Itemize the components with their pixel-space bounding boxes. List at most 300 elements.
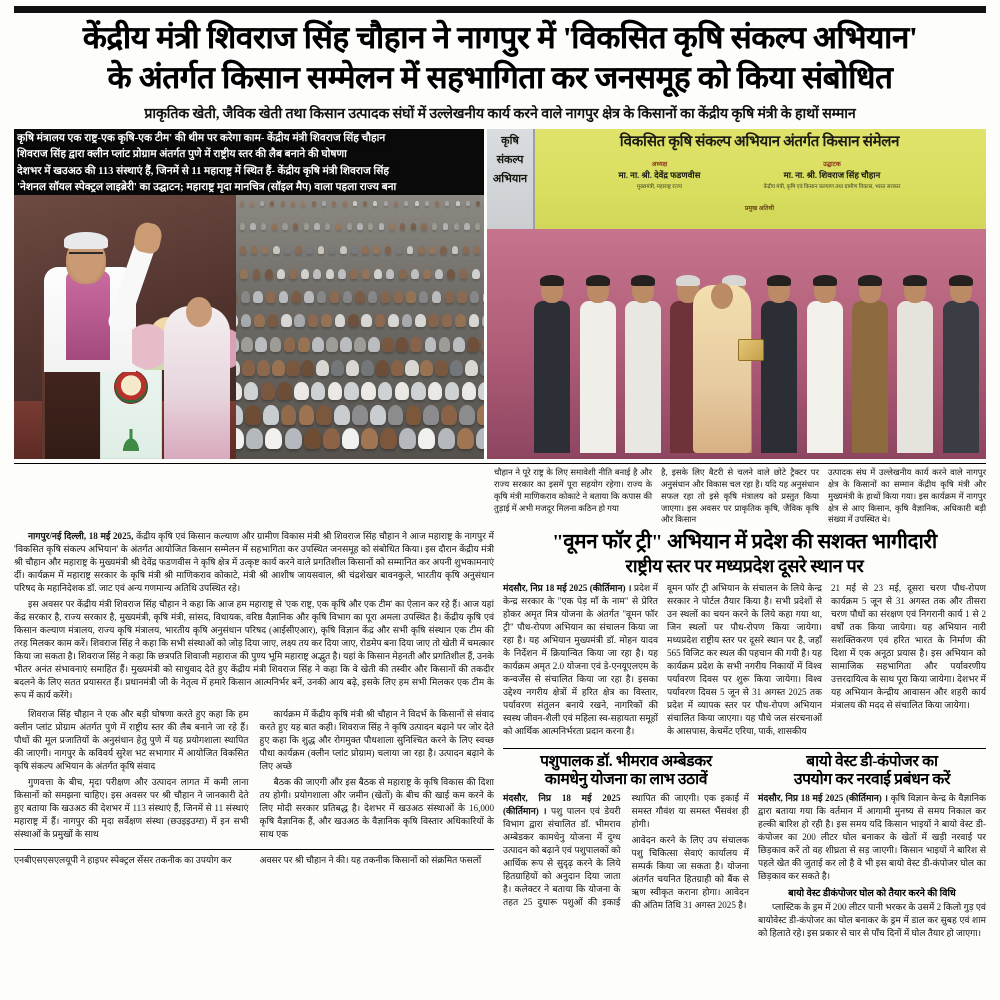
crowd-person: [250, 223, 255, 230]
bio-waste-section: [758, 753, 986, 1000]
crowd-person: [420, 360, 433, 376]
banner-chair-name: मा. ना. श्री. देवेंद्र फडणवीस: [618, 170, 701, 181]
crowd-person: [441, 405, 457, 425]
left-column-divider: [14, 849, 494, 850]
crowd-person: [236, 291, 237, 303]
vip-hair: [676, 275, 700, 286]
crowd-person: [301, 360, 314, 376]
crowd-person: [240, 201, 244, 206]
banner-inaugurator-role: उद्घाटक: [823, 161, 841, 169]
crowd-person: [250, 201, 254, 206]
crowd-person: [423, 269, 431, 279]
crowd-person: [353, 201, 357, 206]
main-headline: [14, 18, 986, 97]
crowd-person: [396, 246, 403, 254]
sub-headline: प्राकृतिक खेती, जैविक खेती तथा किसान उत्पादक संघों में उल्लेखनीय कार्य करने वाले नागपुर क्षेत्र के किसानों का केंद्रीय कृषि मंत्री के हाथों सम्मान: [144, 106, 856, 123]
crowd-person: [381, 291, 390, 303]
caption-columns: [494, 467, 986, 526]
crowd-person: [391, 360, 404, 376]
crowd-person: [368, 291, 377, 303]
vip-person: [894, 277, 936, 453]
crowd-person: [379, 223, 384, 230]
crowd-person: [406, 405, 422, 425]
crowd-person: [375, 314, 386, 327]
vip-torso: [625, 301, 661, 453]
crowd-person: [467, 337, 479, 352]
photo-bullet-list: [17, 131, 481, 195]
stage-banner: [533, 129, 986, 241]
crowd-person: [402, 314, 413, 327]
crowd-person: [344, 382, 358, 400]
crowd-person: [386, 269, 394, 279]
crowd-person: [411, 223, 416, 230]
vip-person: [849, 277, 891, 453]
crowd-person: [293, 223, 298, 230]
crowd-person: [435, 269, 443, 279]
crowd-person: [394, 291, 403, 303]
bio-waste-dateline: मंदसौर, निप्र 18 मई 2025 (कीर्तिमान) ।: [758, 793, 888, 804]
crowd-person: [347, 223, 352, 230]
crowd-person: [273, 246, 280, 254]
crowd-person: [298, 337, 310, 352]
crowd-person: [241, 314, 252, 327]
crowd-person: [395, 382, 409, 400]
right-lower-grid: [503, 753, 986, 1000]
kamdhenu-section: [503, 753, 749, 1000]
crowd-person: [475, 223, 480, 230]
crowd-row: [236, 337, 484, 352]
crowd-person: [425, 337, 437, 352]
crowd-person: [301, 269, 309, 279]
main-story-col2: गुणवत्ता के बीच, मृदा परीक्षण और उत्पादन लागत में कमी लाना किसानों को समझना चाहिए। इस अवसर पर श्री चौहान ने जानकारी देते हुए बताया कि खउअठ की देशभर में 113 संस्थाएं हैं, जिनमें से 11 संस्थाएं महाराष्ट्र में हैं। नागपुर की मृदा सर्वेक्षण संस्था (छउइइउग्ऱा) में इन सभी संस्थाओं के प्रमुखों के साथ: [14, 777, 249, 840]
crowd-person: [312, 201, 316, 206]
crowd-person: [261, 382, 275, 400]
crowd-person: [373, 201, 377, 206]
crowd-person: [322, 201, 326, 206]
crowd-person: [321, 314, 332, 327]
crowd-person: [265, 428, 282, 449]
women-for-tree-col3: 21 मई से 23 मई, दूसरा चरण पौध-रोपण कार्यक्रम 5 जून से 31 अगस्त तक और तीसरा चरण पौधों का संरक्षण एवं निगरानी कार्य 1 से 2 वर्षों तक किया जायेगा। यह अभियान नारी सशक्तिकरण एवं हरित भारत के निर्माण की दिशा में एक अनूठा प्रयास है। इस अभियान को सामाजिक सहभागिता और पर्यावरणीय उत्तरदायित्व के साथ पूरा किया जायेगा। देशभर में यह अभियान केन्द्रीय आवासन और शहरी कार्य मंत्रालय की मदद से संचालित किया जायेगा।: [831, 582, 986, 710]
crowd-person: [462, 382, 476, 400]
crowd-person: [445, 201, 449, 206]
crowd-person: [236, 360, 240, 376]
crowd-person: [378, 382, 392, 400]
women-for-tree-dateline: मंदसौर, निप्र 18 मई 2025 (कीर्तिमान) ।: [503, 582, 632, 593]
banner-guests-label: प्रमुख अतिथी: [744, 205, 775, 213]
seated-guest: [164, 306, 230, 459]
vip-hair: [540, 275, 564, 286]
photo-minister-at-podium: [14, 195, 236, 459]
crowd-person: [470, 291, 479, 303]
vip-person: [531, 277, 573, 453]
women-for-tree-col1: [503, 582, 658, 738]
crowd-person: [469, 314, 480, 327]
crowd-person: [240, 223, 245, 230]
crowd-person: [236, 428, 244, 449]
vip-torso: [761, 301, 797, 453]
crowd-person: [272, 223, 277, 230]
crowd-person: [236, 382, 242, 400]
crowd-person: [325, 223, 330, 230]
crowd-person: [352, 405, 368, 425]
photo-left-images: [14, 195, 484, 459]
crowd-person: [245, 405, 261, 425]
crowd-person: [443, 223, 448, 230]
main-story-col7: अवसर पर श्री चौहान ने की। यह तकनीक किसानों को संक्रमित फसलों: [259, 855, 482, 866]
vip-hair: [903, 275, 927, 286]
vip-torso: [580, 301, 616, 453]
crowd-person: [476, 428, 484, 449]
side-signboard-line-1: संकल्प: [496, 154, 524, 167]
crowd-row: [236, 246, 484, 254]
crowd-person: [399, 428, 416, 449]
photo-caption-strip: [14, 463, 986, 526]
vip-hair: [631, 275, 655, 286]
top-rule-divider: [14, 6, 986, 13]
crowd-person: [445, 382, 459, 400]
crowd-person: [361, 382, 375, 400]
speaker-vest: [66, 271, 110, 361]
banner-chair: [619, 159, 701, 190]
crowd-person: [329, 246, 336, 254]
crowd-person: [361, 428, 378, 449]
bio-waste-col1-text: कृषि विज्ञान केन्द्र के वैज्ञानिक द्वारा बताया गया कि वर्तमान में आगामी मुनष्य से समय निकाल कर हल्की बारिश हो रही है। इस समय यदि किसान भाइयों ने बायो वेस्ट डी-कंपोजर का 200 लीटर घोल बनाकर के खेतों में खड़ी नरवाई पर छिड़काव करें तो वह शीघ्रता से सड़ जाएगी। किसान भाइयों ने बारिश से पहले खेत की जुताई कर लो है वे भी इस बायो वेस्ट डी-कंपोजर घोल का छिड़काव कर सकते है।: [758, 793, 986, 882]
crowd-person: [294, 382, 308, 400]
crowd-person: [316, 405, 332, 425]
crowd-person: [355, 291, 364, 303]
crowd-person: [253, 291, 262, 303]
photo-award-ceremony: [487, 129, 986, 459]
photo-band: [14, 129, 986, 459]
crowd-person: [472, 269, 480, 279]
crowd-person: [404, 201, 408, 206]
crowd-person: [454, 223, 459, 230]
crowd-person: [440, 246, 447, 254]
glasses-icon: [69, 252, 103, 258]
crowd-person: [346, 360, 359, 376]
crowd-person: [428, 314, 439, 327]
emblem-icon: [114, 370, 148, 404]
crowd-person: [447, 269, 455, 279]
crowd-person: [253, 269, 261, 279]
vip-hair: [949, 275, 973, 286]
crowd-person: [312, 337, 324, 352]
banner-chair-designation: मुख्यमंत्री, महाराष्ट्र राज्य: [636, 184, 683, 191]
vip-torso: [897, 301, 933, 453]
crowd-person: [254, 314, 265, 327]
kamdhenu-col1-text: पशु पालन एवं डेयरी विभाग द्वारा संचालित डॉ. भीमराव अम्बेडकर कामधेनु योजना में दुग्ध उत्पादन को बढ़ाने एवं पशुपालकों को आर्थिक रूप से सुदृढ़ करने के लिये हितग्राहियों को अनुदान दिया जाता है। कलेक्टर ने बताया कि योजना के तहत 25 दुधारू पशुओं की इकाई स्थापित की जाएगी। एक इकाई में समस्त गौवंश या समस्त भैंसवंश ही होगी।: [503, 793, 749, 908]
photo-bullet-1: शिवराज सिंह द्वारा क्लीन प्लांट प्रोग्राम अंतर्गत पुणे में राष्ट्रीय स्तर की लैब बनाने की घोषणा: [17, 149, 347, 161]
left-column: [14, 530, 494, 1000]
crowd-person: [464, 223, 469, 230]
crowd-person: [368, 337, 380, 352]
crowd-row: [236, 223, 484, 230]
vip-torso: [852, 301, 888, 453]
crowd-person: [361, 360, 374, 376]
speaker-hand: [132, 221, 164, 256]
crowd-person: [435, 360, 448, 376]
banner-inaugurator-designation: केंद्रीय मंत्री, कृषि एवं किसान कल्याण तथा ग्रामीण विकास, भारत सरकार: [763, 184, 901, 191]
crowd-person: [361, 314, 372, 327]
crowd-person: [338, 269, 346, 279]
photo-left-container: [14, 129, 484, 459]
main-story-para1: [14, 530, 494, 595]
crowd-person: [415, 201, 419, 206]
photo-bullet-2: देशभर में खउअठ की 113 संस्थाएं हैं, जिनमें से 11 महाराष्ट्र में स्थित हैं- केंद्रीय कृषि मंत्री शिवराज सिंह: [17, 165, 390, 177]
crowd-person: [357, 223, 362, 230]
crowd-person: [465, 360, 478, 376]
crop-logo-icon: [117, 429, 145, 451]
crowd-person: [362, 246, 369, 254]
award-recipient-head: [711, 283, 733, 309]
crowd-person: [374, 269, 382, 279]
women-for-tree-headline-1: "वूमन फॉर ट्री" अभियान में प्रदेश की सशक्त भागीदारी: [552, 531, 937, 554]
kamdhenu-body: [503, 792, 749, 912]
crowd-person: [442, 314, 453, 327]
crowd-person: [362, 269, 370, 279]
main-story-para1-text: केंद्रीय कृषि एवं किसान कल्याण और ग्रामीण विकास मंत्री श्री शिवराज सिंह चौहान ने आज महाराष्ट्र के नागपुर में 'विकसित कृषि संकल्प अभियान' के अंतर्गत आयोजित किसान सम्मेलन में सहभागिता कर उपस्थित जनसमूह को संबोधित किया। इस दौरान केंद्रीय मंत्री श्री चौहान और महाराष्ट्र के मुख्यमंत्री श्री देवेंद्र फडणवीस ने कृषि क्षेत्र में उत्कृष्ट कार्य करने वाले प्रगतिशील किसानों को सम्मानित कर अपनी शुभकामनाएं दीं। कार्यक्रम में महाराष्ट्र सरकार के कृषि मंत्री श्री माणिकराव कोकाटे, मंत्री श्री आशीष जायसवाल, श्री चंद्रशेखर बावनकुले, भारतीय कृषि अनुसंधान परिषद के महानिदेशक डॉ. जाट एवं अन्य गणमान्य अतिथि उपस्थित रहे।: [14, 531, 494, 594]
body-grid: [14, 530, 986, 1000]
crowd-person: [281, 201, 285, 206]
crowd-person: [261, 223, 266, 230]
crowd-person: [384, 201, 388, 206]
crowd-person: [282, 223, 287, 230]
crowd-person: [450, 360, 463, 376]
crowd-person: [405, 360, 418, 376]
crowd-person: [350, 269, 358, 279]
crowd-person: [363, 201, 367, 206]
women-for-tree-headline-2: राष्ट्रीय स्तर पर मध्यप्रदेश दूसरे स्थान पर: [625, 556, 864, 577]
crowd-row: [236, 269, 484, 279]
vip-torso: [534, 301, 570, 453]
crowd-person: [263, 405, 279, 425]
crowd-person: [376, 360, 389, 376]
vip-hair: [586, 275, 610, 286]
crowd-person: [270, 201, 274, 206]
vip-person: [803, 277, 845, 453]
crowd-person: [332, 201, 336, 206]
crowd-row: [236, 291, 484, 303]
crowd-person: [326, 337, 338, 352]
crowd-person: [304, 223, 309, 230]
crowd-person: [463, 246, 470, 254]
vip-hair: [813, 275, 837, 286]
crowd-person: [415, 314, 426, 327]
vip-person: [758, 277, 800, 453]
crowd-person: [240, 246, 247, 254]
crowd-person: [482, 314, 484, 327]
crowd-person: [260, 201, 264, 206]
crowd-person: [340, 246, 347, 254]
crowd-person: [466, 201, 470, 206]
crowd-person: [460, 269, 468, 279]
crowd-person: [277, 382, 291, 400]
crowd-person: [429, 246, 436, 254]
crowd-person: [342, 428, 359, 449]
crowd-person: [294, 314, 305, 327]
crowd-row: [236, 428, 484, 449]
award-recipient-woman: [693, 285, 751, 453]
crowd-person: [334, 405, 350, 425]
vip-torso: [807, 301, 843, 453]
crowd-person: [281, 314, 292, 327]
crowd-person: [455, 314, 466, 327]
crowd-person: [418, 428, 435, 449]
crowd-person: [301, 201, 305, 206]
right-divider-1: [503, 748, 986, 749]
crowd-person: [236, 405, 243, 425]
crowd-person: [306, 246, 313, 254]
caption-col-3: उत्पादक संघ में उल्लेखनीय कार्य करने वाले नागपुर क्षेत्र के किसानों का सम्मान केंद्रीय कृषि मंत्री और मुख्यमंत्री के हाथों किया गया। इस कार्यक्रम में नागपुर क्षेत्र से आए किसान, कृषि वैज्ञानिक, अधिकारी बड़ी संख्या में उपस्थित थे।: [828, 468, 986, 525]
crowd-person: [396, 337, 408, 352]
crowd-person: [240, 269, 248, 279]
kamdhenu-col2: आवेदन करने के लिए उप संचालक पशु चिकित्सा सेवाएं कार्यालय में सम्पर्क किया जा सकता है। योजना अंतर्गत चयनित हितग्राही को बैंक से ऋण स्वीकृत कराना होगा। आवेदन की अंतिम तिथि 31 अगस्त 2025 है।: [631, 835, 749, 911]
crowd-person: [313, 269, 321, 279]
crowd-person: [335, 314, 346, 327]
main-headline-line1: केंद्रीय मंत्री शिवराज सिंह चौहान ने नागपुर में 'विकसित कृषि संकल्प अभियान': [82, 20, 918, 55]
crowd-person: [385, 246, 392, 254]
main-story-col6: एनबीएसएसएलयूपी ने हाइपर स्पेक्ट्रल सेंसर तकनीक का उपयोग कर: [14, 855, 232, 866]
bio-waste-headline-2: उपयोग कर नरवाई प्रबंधन करें: [793, 770, 950, 788]
left-bottom-block: [14, 854, 494, 870]
crowd-row: [236, 382, 484, 400]
crowd-person: [380, 428, 397, 449]
crowd-person: [331, 360, 344, 376]
crowd-person: [370, 405, 386, 425]
bio-waste-col1: [758, 792, 986, 883]
crowd-person: [299, 405, 315, 425]
crowd-person: [348, 314, 359, 327]
crowd-person: [410, 337, 422, 352]
vip-person: [622, 277, 664, 453]
crowd-person: [308, 314, 319, 327]
main-story-col4: कार्यक्रम में केंद्रीय कृषि मंत्री श्री चौहान ने विदर्भ के किसानों से संवाद करते हुए यह बात कही। शिवराज सिंह ने कृषि उत्पादन बढ़ाने पर जोर देते हुए कहा कि शुद्ध और रोगमुक्त पौधशाला सुनिश्चित करने के लिए स्वच्छ पौधा कार्यक्रम (क्लीन प्लांट प्रोग्राम) चलाया जा रहा है। उत्पादन बढ़ाने के लिए अच्छे: [259, 709, 494, 772]
photo-audience-crowd: [236, 195, 484, 459]
crowd-person: [418, 246, 425, 254]
crowd-person: [317, 291, 326, 303]
caption-col-1: चौहान ने पूरे राष्ट्र के लिए समावेशी नीति बनाई है और राज्य सरकार का इसमें पूरा सहयोग रहेगा। राज्य के कृषि मंत्री माणिकराव कोकाटे ने बताया कि कपास की तुड़ाई में अभी मजदूर मिलना कठिन हो गया: [494, 468, 652, 513]
crowd-person: [407, 246, 414, 254]
women-for-tree-col2: वूमन फॉर ट्री अभियान के संचालन के लिये केन्द्र सरकार ने पोर्टल तैयार किया है। सभी प्रदेशों से उन स्थलों का चयन करने के लिये कहा गया था, जिन स्थलों पर पौध-रोपण किया जायेगा। मध्यप्रदेश राष्ट्रीय स्तर पर दूसरे स्थान पर है, जहाँ 565 विजिट कर स्थल की पहचान की गयी है। यह कार्यक्रम प्रदेश के सभी नगरीय निकायों में विश्व पर्यावरण दिवस पर शुरू किया जायेगा। विश्व पर्यावरण दिवस 5 जून से 31 अगस्त 2025 तक प्रदेश में व्यापक स्तर पर पौध-रोपण अभियान संचालित किया जाएगा। यह पौधे जल संरचनाओं के आसपास, केचमेंट एरिया, पार्क, शासकीय: [667, 582, 822, 736]
crowd-person: [435, 201, 439, 206]
crowd-person: [399, 269, 407, 279]
crowd-person: [265, 269, 273, 279]
crowd-person: [425, 201, 429, 206]
crowd-person: [445, 291, 454, 303]
bio-waste-headline-1: बायो वेस्ट डी-कंपोजर का: [806, 752, 938, 770]
crowd-person: [328, 382, 342, 400]
crowd-person: [477, 405, 484, 425]
crowd-person: [382, 337, 394, 352]
right-column: [503, 530, 986, 1000]
crowd-person: [411, 269, 419, 279]
crowd-person: [354, 337, 366, 352]
crowd-person: [251, 246, 258, 254]
crowd-person: [340, 337, 352, 352]
banner-inaugurator: [763, 159, 900, 190]
crowd-person: [262, 246, 269, 254]
crowd-person: [284, 246, 291, 254]
crowd-person: [244, 382, 258, 400]
stage-banner-names: [533, 159, 986, 190]
crowd-person: [439, 337, 451, 352]
crowd-person: [483, 291, 484, 303]
crowd-person: [336, 223, 341, 230]
vip-torso: [943, 301, 979, 453]
award-plaque: [738, 339, 764, 361]
crowd-person: [286, 360, 299, 376]
crowd-person: [388, 405, 404, 425]
crowd-person: [279, 291, 288, 303]
crowd-person: [457, 291, 466, 303]
crowd-person: [457, 428, 474, 449]
crowd-person: [292, 291, 301, 303]
crowd-person: [351, 246, 358, 254]
crowd-person: [419, 291, 428, 303]
crowd-person: [236, 337, 239, 352]
crowd-rows: [236, 195, 484, 459]
crowd-person: [255, 337, 267, 352]
crowd-person: [373, 246, 380, 254]
crowd-person: [270, 337, 282, 352]
caption-col-2: है, इसके लिए बैटरी से चलने वाले छोटे ट्रैक्टर पर अनुसंधान और विकास चल रहा है। यदि यह अनुसंधान सफल रहा तो इसे कृषि मंत्रालय को प्रस्तुत किया जाएगा। इस अवसर पर प्राकृतिक कृषि, जैविक कृषि और किसान: [661, 468, 819, 525]
crowd-person: [314, 223, 319, 230]
crowd-person: [289, 269, 297, 279]
crowd-person: [311, 382, 325, 400]
crowd-person: [459, 405, 475, 425]
crowd-person: [400, 223, 405, 230]
crowd-person: [241, 291, 250, 303]
crowd-person: [316, 360, 329, 376]
photo-bullet-3: 'नेशनल सॉयल स्पेक्ट्रल लाइब्रेरी' का उद्घाटन; महाराष्ट्र मृदा मानचित्र (सॉइल मैप) वाला पहला राज्य बना: [17, 181, 397, 193]
crowd-person: [389, 223, 394, 230]
crowd-person: [284, 337, 296, 352]
crowd-person: [453, 337, 465, 352]
side-signboard-line-2: अभियान: [492, 173, 528, 186]
kamdhenu-headline-1: पशुपालक डॉ. भीमराव अम्बेडकर: [540, 752, 712, 770]
crowd-person: [291, 201, 295, 206]
crowd-person: [480, 360, 484, 376]
main-story-dateline: नागपुर/नई दिल्ली, 18 मई 2025,: [28, 531, 134, 542]
stage-banner-title: विकसित कृषि संकल्प अभियान अंतर्गत किसान संमेलन: [619, 134, 900, 151]
crowd-row: [236, 201, 484, 206]
side-signboard-line-0: कृषि: [501, 135, 519, 148]
banner-chair-role: अध्यक्ष: [651, 161, 668, 169]
crowd-person: [438, 428, 455, 449]
crowd-person: [476, 201, 480, 206]
crowd-person: [456, 201, 460, 206]
crowd-person: [343, 291, 352, 303]
crowd-person: [285, 428, 302, 449]
main-story-col5: बैठक की जाएगी और इस बैठक से महाराष्ट्र के कृषि विकास की दिशा तय होगी। प्रयोगशाला और जमीन (खेतों) के बीच की खाई कम करने के लिए मोदी सरकार प्रतिबद्ध है। देशभर में खउअठ संस्थाओं के 16,000 कृषि वैज्ञानिक हैं, और खउअठ के वैज्ञानिक कृषि विस्तार अधिकारियों के साथ एक: [259, 777, 494, 840]
crowd-person: [323, 428, 340, 449]
crowd-person: [474, 246, 481, 254]
speaker-hair: [64, 232, 108, 249]
crowd-person: [432, 223, 437, 230]
vip-hair: [767, 275, 791, 286]
kamdhenu-headline-2: कामधेनु योजना का लाभ उठावें: [544, 770, 708, 788]
vip-row: [531, 253, 982, 453]
crowd-person: [406, 291, 415, 303]
crowd-person: [268, 314, 279, 327]
crowd-person: [421, 223, 426, 230]
photo-bullet-0: कृषि मंत्रालय एक राष्ट्र-एक कृषि-एक टीम' की थीम पर करेगा काम- केंद्रीय मंत्री शिवराज सिंह चौहान: [17, 133, 386, 145]
bio-waste-sub-head: बायो वेस्ट डीकंपोजर घोल को तैयार करने की विधि: [788, 888, 956, 900]
crowd-person: [304, 291, 313, 303]
bio-waste-col2: प्लास्टिक के ड्रम में 200 लीटर पानी भरकर के उसमें 2 किलो गुड़ एवं बायोवेस्ट डी-कंपोजर का घोल बनाकर के ड्रम में डाल कर सुबह एवं शाम को हिलाते रहे। इस प्रकार से चार से पाँच दिनों में घोल तैयार हो जाएगा।: [758, 902, 986, 939]
kamdhenu-dateline: मंदसौर, निप्र 18 मई 2025 (कीर्तिमान) ।: [503, 793, 621, 817]
crowd-person: [478, 382, 484, 400]
